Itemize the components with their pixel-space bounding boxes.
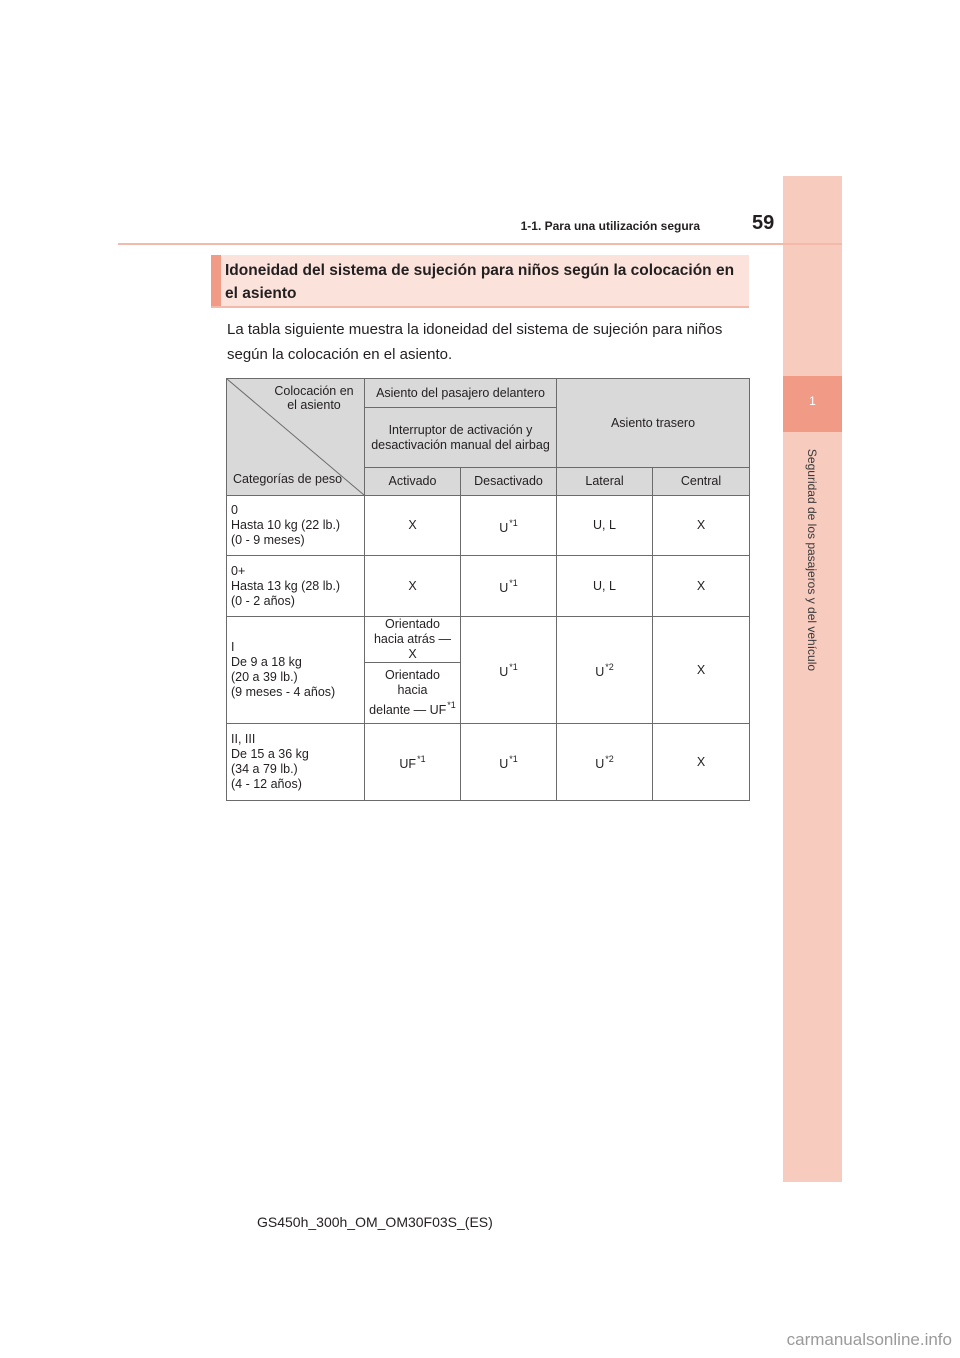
heading-text: Idoneidad del sistema de sujeción para niños según la colocación en el asiento	[225, 262, 735, 302]
weight-category-cell	[227, 556, 365, 617]
weight-category-cell	[227, 496, 365, 556]
table-row	[227, 496, 750, 556]
orientation-label: Orientado	[385, 617, 440, 631]
category-code: II, III	[231, 732, 256, 746]
cell-off	[461, 724, 557, 801]
col-header-on: Activado	[365, 468, 461, 496]
cell-value: U	[499, 581, 509, 595]
section-heading	[211, 255, 749, 308]
col-header-off: Desactivado	[461, 468, 557, 496]
cell-value: delante — UF	[369, 703, 447, 717]
col-header-central: Central	[653, 468, 750, 496]
watermark: carmanualsonline.info	[786, 1330, 952, 1349]
cell-lateral: U, L	[557, 556, 653, 617]
category-age: (0 - 2 años)	[231, 593, 295, 608]
cell-value: U	[499, 520, 509, 535]
category-weight-lb: (34 a 79 lb.)	[231, 762, 298, 776]
suitability-table	[226, 378, 750, 801]
category-weight: De 15 a 36 kg	[231, 747, 309, 761]
footnote-mark: *1	[509, 578, 518, 588]
cell-off	[461, 556, 557, 617]
cell-on	[365, 724, 461, 801]
cell-central: X	[653, 617, 750, 724]
table-row	[227, 724, 750, 801]
orientation-value	[369, 698, 456, 718]
cell-on: X	[365, 556, 461, 617]
footnote-mark: *1	[509, 517, 518, 528]
category-code: I	[231, 640, 235, 654]
corner-weight-label: Categorías de peso	[233, 472, 343, 486]
cell-off	[461, 617, 557, 724]
cell-value: U	[595, 665, 605, 679]
page-number: 59	[752, 212, 775, 234]
cell-value: UF	[399, 757, 417, 771]
cell-on: X	[365, 496, 461, 556]
footnote-mark: *1	[417, 754, 426, 764]
cell-off	[461, 496, 557, 556]
side-tab-band	[783, 176, 842, 1182]
running-header: 1-1. Para una utilización segura	[520, 219, 700, 233]
footnote-mark: *1	[509, 662, 518, 672]
cell-value: U	[499, 665, 509, 679]
footnote-mark: *1	[509, 754, 518, 764]
category-weight: Hasta 10 kg (22 lb.)	[231, 518, 341, 532]
table-row	[227, 556, 750, 617]
heading-accent-bar	[211, 255, 221, 306]
category-age: (0 - 9 meses)	[231, 533, 305, 547]
category-age: (4 - 12 años)	[231, 777, 302, 791]
cell-on-rear-facing	[365, 617, 461, 663]
chapter-title: Seguridad de los pasajeros y del vehículo	[805, 448, 819, 672]
rear-seat-header: Asiento trasero	[557, 379, 750, 468]
cell-lateral: U, L	[557, 496, 653, 556]
footnote-mark: *1	[447, 700, 456, 710]
cell-value: U	[595, 757, 605, 771]
cell-central: X	[653, 496, 750, 556]
corner-header-cell	[227, 379, 365, 496]
corner-seat-label: Colocación en el asiento	[274, 384, 354, 412]
footnote-mark: *2	[605, 754, 614, 764]
category-weight: De 9 a 18 kg	[231, 655, 302, 669]
table-row	[227, 617, 750, 663]
cell-lateral	[557, 617, 653, 724]
weight-category-cell	[227, 724, 365, 801]
orientation-value: hacia atrás — X	[373, 632, 452, 661]
front-seat-header: Asiento del pasajero delantero	[365, 379, 557, 408]
cell-central: X	[653, 556, 750, 617]
cell-value: U	[499, 757, 509, 771]
cell-central: X	[653, 724, 750, 801]
col-header-lateral: Lateral	[557, 468, 653, 496]
footnote-mark: *2	[605, 662, 614, 672]
airbag-switch-header: Interruptor de activación y desactivación manual del airbag	[365, 408, 557, 468]
category-weight-lb: (20 a 39 lb.)	[231, 670, 298, 684]
cell-lateral	[557, 724, 653, 801]
document-code: GS450h_300h_OM_OM30F03S_(ES)	[257, 1214, 493, 1230]
orientation-label: hacia	[397, 683, 428, 697]
category-age: (9 meses - 4 años)	[231, 685, 336, 699]
cell-on-forward-facing	[365, 663, 461, 724]
category-code: 0	[231, 503, 238, 517]
weight-category-cell	[227, 617, 365, 724]
orientation-label: Orientado	[385, 668, 440, 682]
chapter-tab: 1	[783, 376, 842, 432]
category-weight: Hasta 13 kg (28 lb.)	[231, 578, 341, 593]
header-rule	[118, 243, 842, 245]
category-code: 0+	[231, 563, 246, 578]
intro-paragraph: La tabla siguiente muestra la idoneidad del sistema de sujeción para niños según la colocación en el asiento.	[227, 321, 723, 363]
